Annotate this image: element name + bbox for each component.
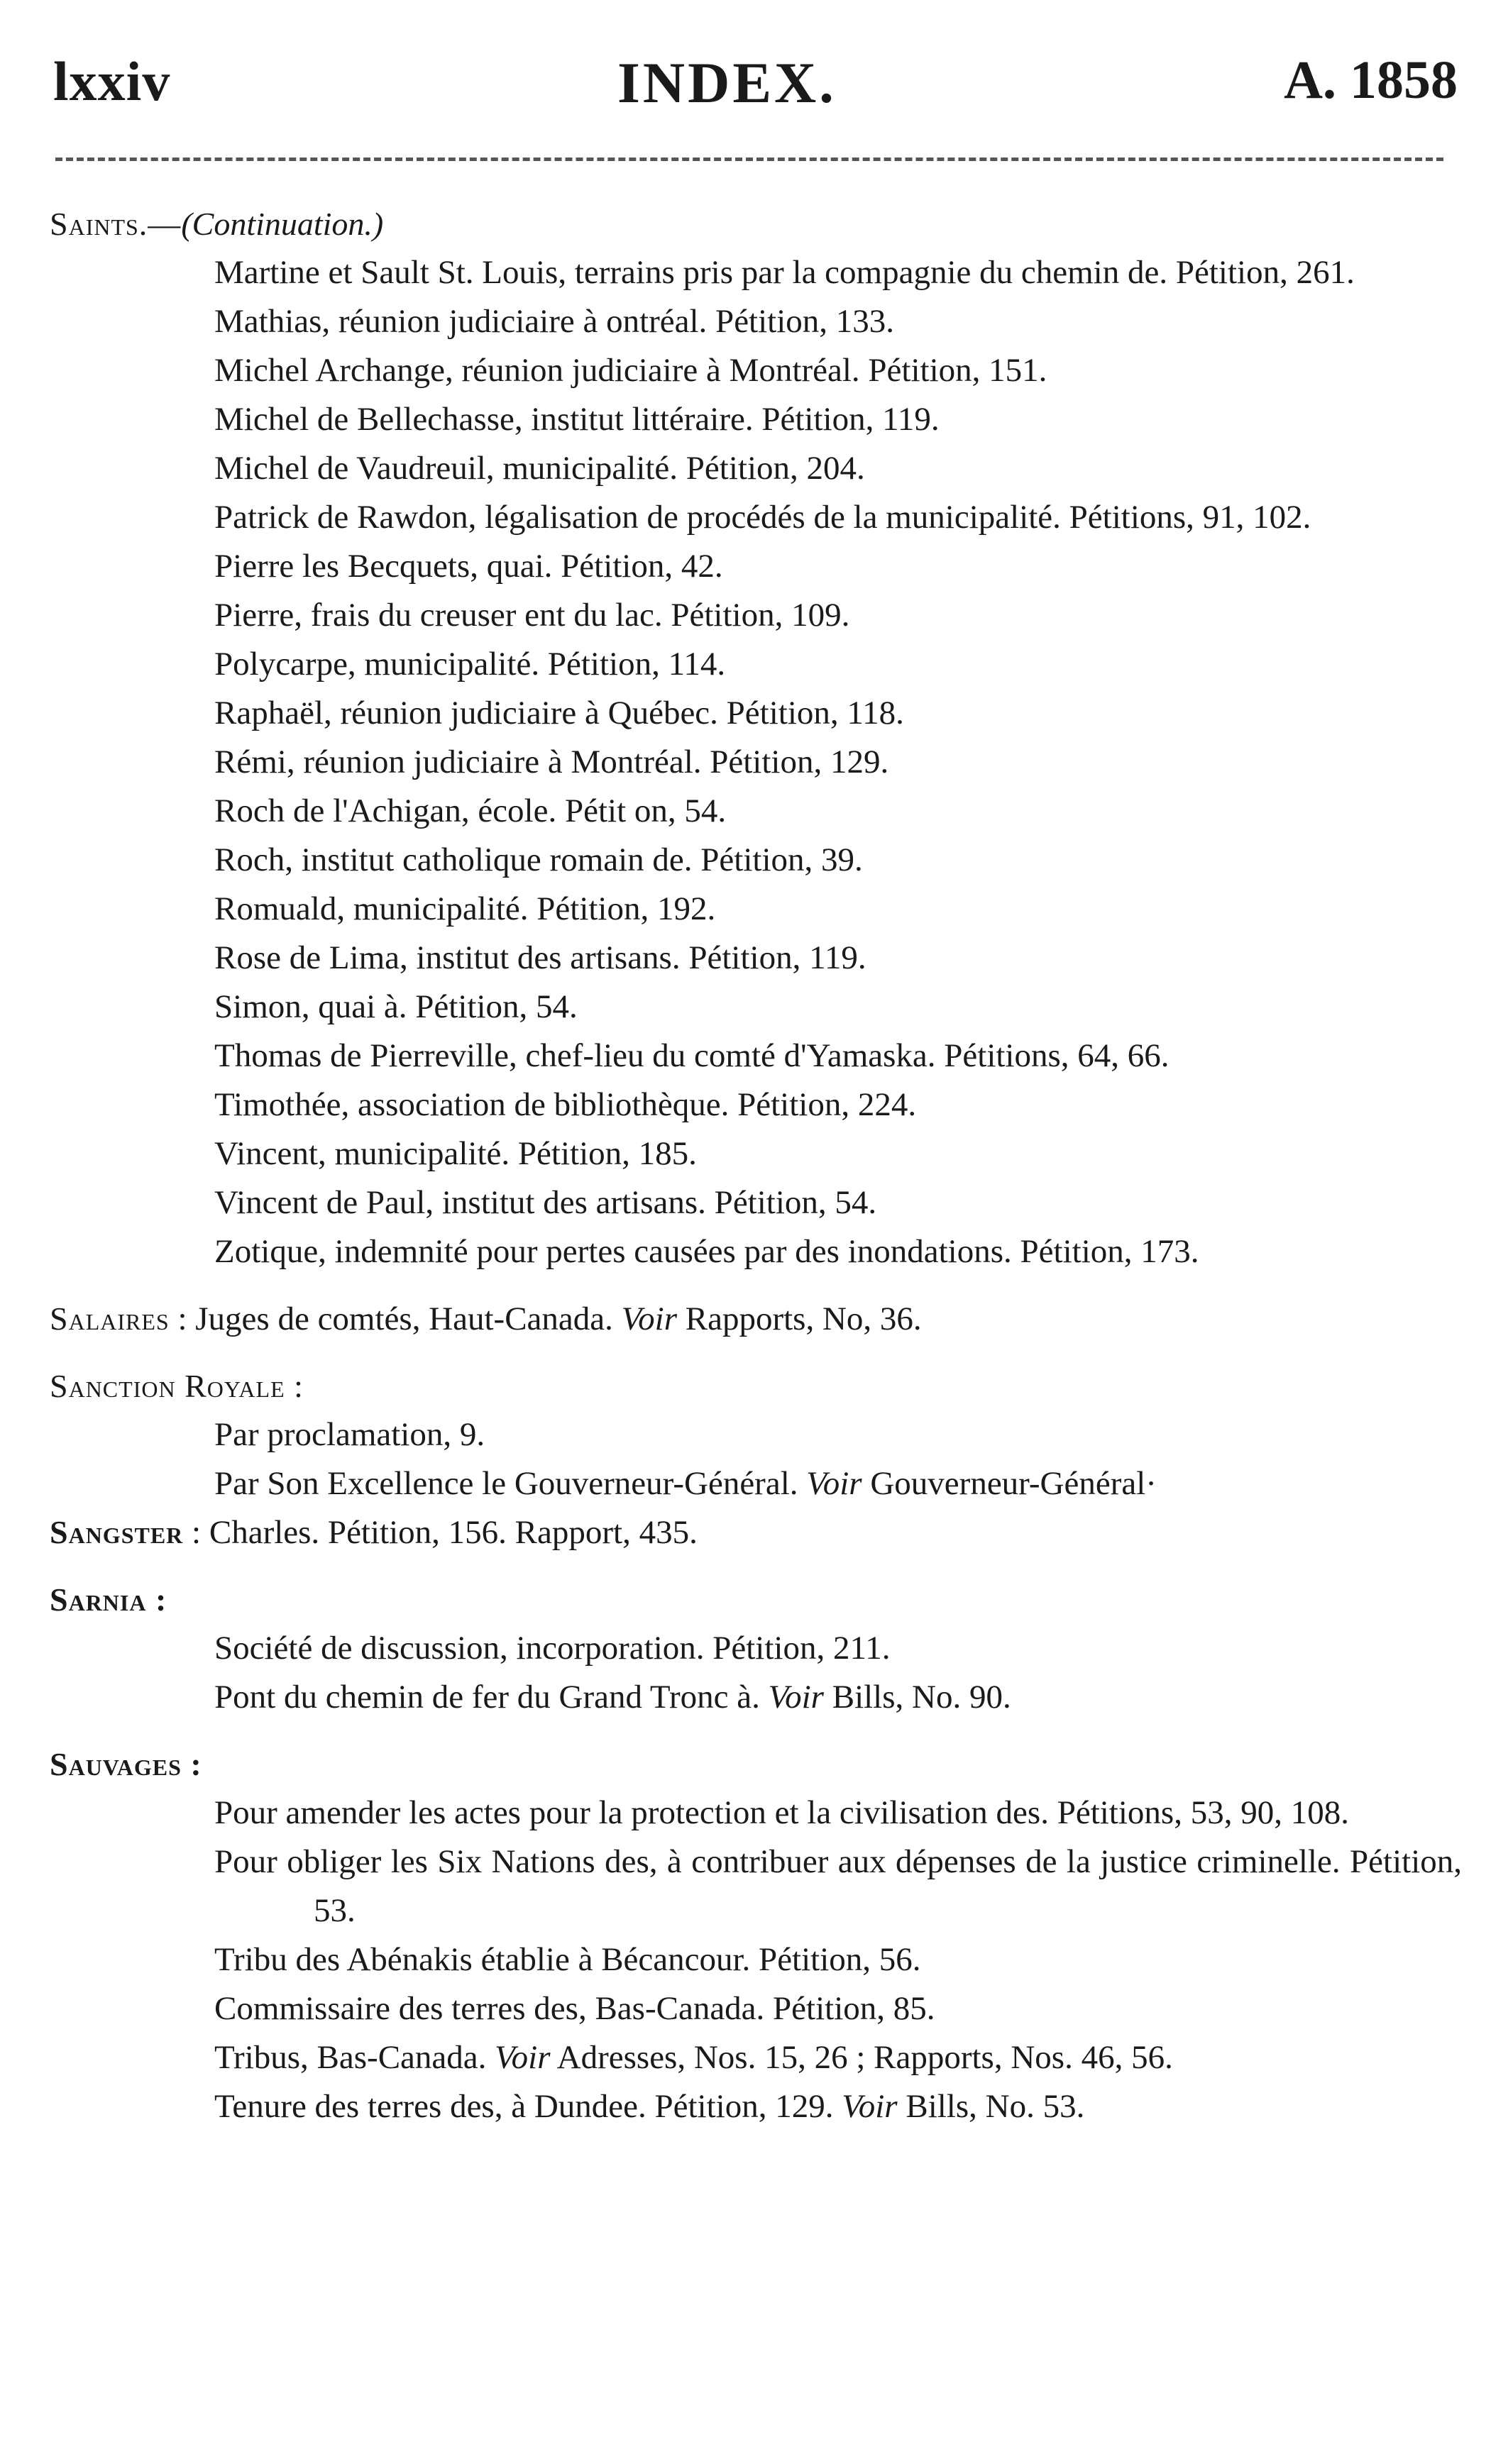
index-entry: Romuald, municipalité. Pétition, 192. [214, 890, 716, 927]
section-heading: Salaires [50, 1300, 170, 1337]
year-label: A. 1858 [1284, 50, 1458, 110]
index-entry: Pour amender les actes pour la protection et la civilisation des. Pétitions, 53, 90, 108. [214, 1794, 1349, 1831]
index-entry: Société de discussion, incorporation. Pétition, 211. [214, 1630, 891, 1667]
index-entry: Commissaire des terres des, Bas-Canada. Pétition, 85. [214, 1990, 935, 2027]
section-sauvages [50, 1740, 1462, 2131]
index-entry: Pont du chemin de fer du Grand Tronc à. Voir Bills, No. 90. [214, 1679, 1011, 1716]
index-entry: Patrick de Rawdon, légalisation de procédés de la municipalité. Pétitions, 91, 102. [214, 499, 1311, 536]
index-entry: Michel Archange, réunion judiciaire à Montréal. Pétition, 151. [214, 352, 1047, 389]
inline-entry: : Charles. Pétition, 156. Rapport, 435. [183, 1514, 698, 1551]
section-heading: Sarnia : [50, 1581, 167, 1618]
header-rule [55, 158, 1443, 161]
index-entry: Roch, institut catholique romain de. Pétition, 39. [214, 841, 863, 878]
page-title: INDEX. [617, 50, 837, 115]
section-heading: Sangster [50, 1514, 184, 1550]
page-header [50, 50, 1465, 128]
index-entry: Michel de Vaudreuil, municipalité. Pétition, 204. [214, 450, 865, 487]
index-entry: Raphaël, réunion judiciaire à Québec. Pétition, 118. [214, 695, 904, 731]
index-entry: Zotique, indemnité pour pertes causées par des inondations. Pétition, 173. [214, 1233, 1199, 1270]
section-sanction-royale [50, 1362, 1462, 1508]
index-entry: Tribu des Abénakis établie à Bécancour. Pétition, 56. [214, 1941, 921, 1978]
index-entry: Rose de Lima, institut des artisans. Pétition, 119. [214, 939, 866, 976]
index-entry: Vincent de Paul, institut des artisans. Pétition, 54. [214, 1184, 877, 1221]
index-entry: Vincent, municipalité. Pétition, 185. [214, 1135, 697, 1172]
inline-entry: : Juges de comtés, Haut-Canada. Voir Rapports, No, 36. [169, 1300, 922, 1337]
section-salaires [50, 1295, 1462, 1344]
index-entry: Pierre, frais du creuser ent du lac. Pétition, 109. [214, 597, 850, 634]
index-entry: Polycarpe, municipalité. Pétition, 114. [214, 646, 726, 683]
index-entry: Michel de Bellechasse, institut littéraire. Pétition, 119. [214, 401, 940, 438]
index-entry: Martine et Sault St. Louis, terrains pris par la compagnie du chemin de. Pétition, 261. [214, 254, 1355, 291]
index-entry: Rémi, réunion judiciaire à Montréal. Pétition, 129. [214, 744, 889, 780]
index-content [50, 200, 1462, 2131]
index-entry: Tenure des terres des, à Dundee. Pétition, 129. Voir Bills, No. 53. [214, 2088, 1085, 2125]
index-entry: Simon, quai à. Pétition, 54. [214, 988, 578, 1025]
index-entry: Pour obliger les Six Nations des, à contribuer aux dépenses de la justice criminelle. Pétition, 53. [214, 1843, 1462, 1929]
section-sangster [50, 1508, 1462, 1557]
section-saints [50, 200, 1462, 1276]
section-heading: Sauvages : [50, 1746, 202, 1782]
index-entry: Tribus, Bas-Canada. Voir Adresses, Nos. 15, 26 ; Rapports, Nos. 46, 56. [214, 2039, 1173, 2076]
index-entry: Pierre les Becquets, quai. Pétition, 42. [214, 548, 723, 585]
index-entry: Par Son Excellence le Gouverneur-Général. Voir Gouverneur-Général· [214, 1465, 1157, 1502]
section-sarnia [50, 1576, 1462, 1722]
index-entry: Mathias, réunion judiciaire à ontréal. Pétition, 133. [214, 303, 895, 340]
section-heading: Saints.—(Continuation.) [50, 206, 384, 242]
index-entry: Thomas de Pierreville, chef-lieu du comté d'Yamaska. Pétitions, 64, 66. [214, 1037, 1169, 1074]
page-number: lxxiv [53, 50, 171, 112]
index-entry: Timothée, association de bibliothèque. Pétition, 224. [214, 1086, 917, 1123]
index-entry: Roch de l'Achigan, école. Pétit on, 54. [214, 792, 727, 829]
index-entry: Par proclamation, 9. [214, 1416, 485, 1453]
section-heading: Sanction Royale : [50, 1368, 304, 1404]
